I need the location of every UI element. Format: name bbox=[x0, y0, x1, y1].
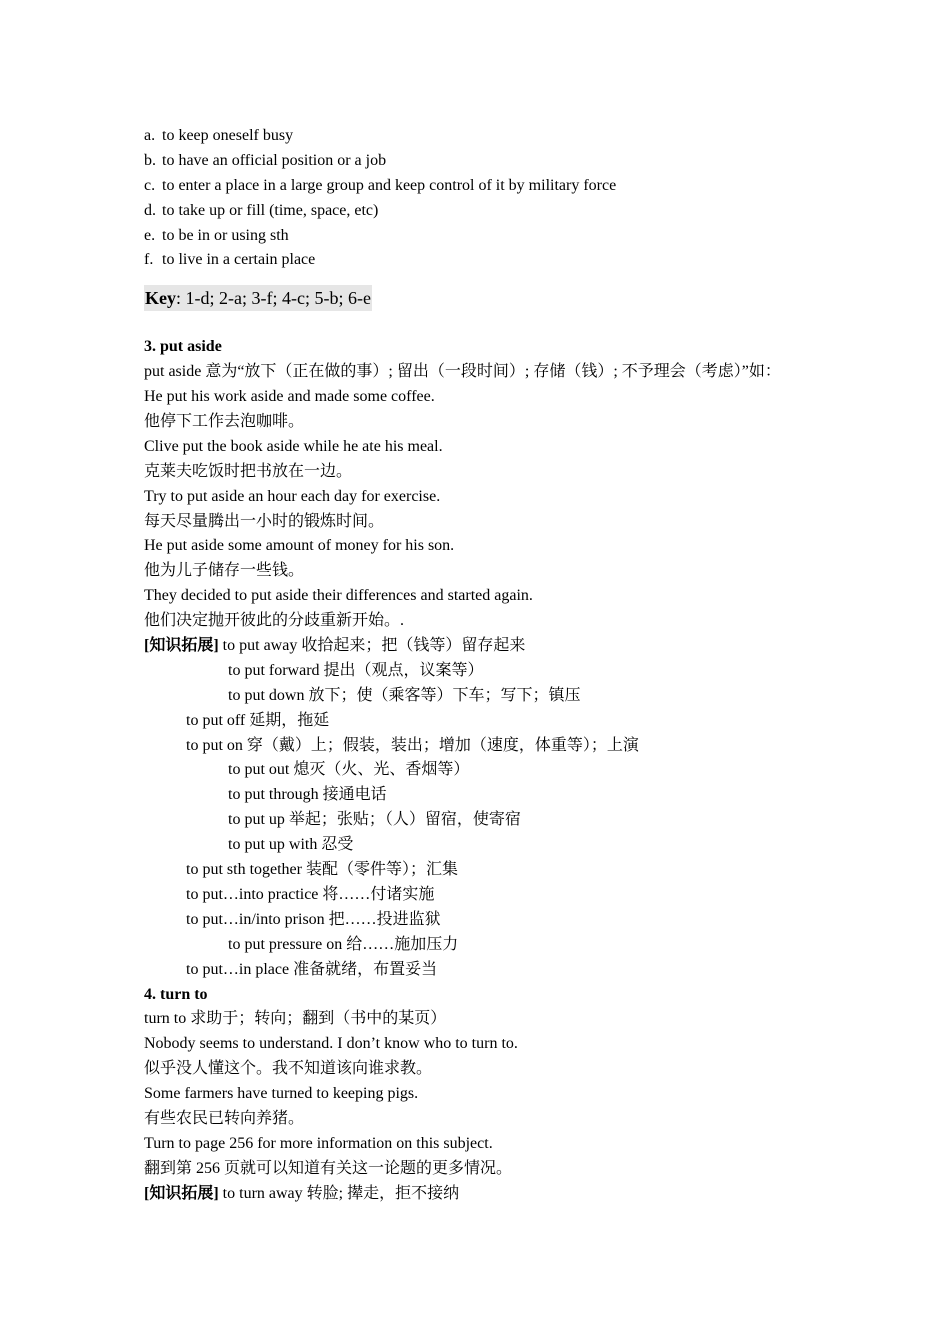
section-turn-to bbox=[144, 983, 824, 1207]
example-zh: 每天尽量腾出一小时的锻炼时间。 bbox=[144, 512, 385, 530]
definition-item bbox=[144, 224, 824, 249]
example-en: Try to put aside an hour each day for exercise. bbox=[144, 487, 441, 505]
extension-label: [知识拓展] bbox=[144, 1184, 219, 1202]
definition-mark: a. bbox=[144, 127, 156, 144]
definition-item bbox=[144, 248, 824, 273]
extension-first-line bbox=[144, 1182, 824, 1207]
extension-item: to put through 接通电话 bbox=[228, 786, 387, 804]
definition-item bbox=[144, 174, 824, 199]
extension-item: to put…into practice 将……付诸实施 bbox=[186, 885, 435, 903]
extension-item: to put pressure on 给……施加压力 bbox=[228, 935, 459, 953]
definition-text: to take up or fill (time, space, etc) bbox=[162, 201, 379, 219]
definition-text: to have an official position or a job bbox=[162, 151, 387, 169]
definition-item bbox=[144, 199, 824, 224]
definition-text: to enter a place in a large group and keep control of it by military force bbox=[162, 176, 617, 194]
answer-key-value: : 1-d; 2-a; 3-f; 4-c; 5-b; 6-e bbox=[176, 288, 371, 309]
extension-item: to put down 放下；使（乘客等）下车；写下；镇压 bbox=[228, 686, 581, 704]
definition-item bbox=[144, 124, 824, 149]
section-heading: 4. turn to bbox=[144, 985, 208, 1003]
extension-item: to put forward 提出（观点，议案等） bbox=[228, 661, 484, 679]
example-zh: 翻到第 256 页就可以知道有关这一论题的更多情况。 bbox=[144, 1159, 513, 1177]
section-intro: turn to 求助于；转向；翻到（书中的某页） bbox=[144, 1010, 447, 1028]
extension-first-line bbox=[144, 634, 824, 659]
example-zh: 克莱夫吃饭时把书放在一边。 bbox=[144, 462, 353, 480]
example-en: He put his work aside and made some coffee. bbox=[144, 388, 435, 406]
section-heading: 3. put aside bbox=[144, 338, 222, 356]
answer-key-label: Key bbox=[145, 288, 176, 309]
answer-key-highlight bbox=[144, 285, 372, 311]
example-en: He put aside some amount of money for his son. bbox=[144, 537, 455, 555]
extension-label: [知识拓展] bbox=[144, 637, 219, 655]
definition-text: to keep oneself busy bbox=[162, 127, 294, 144]
section-put-aside bbox=[144, 335, 824, 982]
example-en: Some farmers have turned to keeping pigs. bbox=[144, 1085, 419, 1103]
definition-mark: d. bbox=[144, 201, 156, 219]
extension-item: to put…in place 准备就绪，布置妥当 bbox=[186, 960, 438, 978]
example-zh: 似乎没人懂这个。我不知道该向谁求教。 bbox=[144, 1060, 433, 1078]
definition-text: to live in a certain place bbox=[162, 251, 316, 269]
example-zh: 他停下工作去泡咖啡。 bbox=[144, 413, 305, 431]
extension-item: to put on 穿（戴）上；假装，装出；增加（速度，体重等）；上演 bbox=[186, 736, 639, 754]
definition-mark: e. bbox=[144, 226, 156, 244]
extension-item: to put up with 忍受 bbox=[228, 836, 354, 854]
extension-item: to put up 举起；张贴；（人）留宿，使寄宿 bbox=[228, 811, 521, 829]
example-en: Clive put the book aside while he ate his meal. bbox=[144, 437, 443, 455]
extension-item: to put out 熄灭（火、光、香烟等） bbox=[228, 761, 470, 779]
example-zh: 他们决定抛开彼此的分歧重新开始。. bbox=[144, 612, 405, 630]
example-en: They decided to put aside their differences and started again. bbox=[144, 587, 533, 605]
definition-item bbox=[144, 149, 824, 174]
extension-item: to put sth together 装配（零件等）；汇集 bbox=[186, 861, 458, 879]
example-zh: 有些农民已转向养猪。 bbox=[144, 1109, 305, 1127]
definition-mark: b. bbox=[144, 151, 156, 169]
extension-item: to put…in/into prison 把……投进监狱 bbox=[186, 910, 441, 928]
example-en: Turn to page 256 for more information on this subject. bbox=[144, 1134, 493, 1152]
extension-text: to turn away 转脸; 撵走，拒不接纳 bbox=[218, 1184, 460, 1202]
definitions-list bbox=[144, 124, 824, 273]
document-page bbox=[144, 124, 824, 1207]
answer-key bbox=[144, 285, 824, 311]
definition-text: to be in or using sth bbox=[162, 226, 289, 244]
definition-mark: f. bbox=[144, 251, 154, 269]
extension-text: to put away 收拾起来；把（钱等）留存起来 bbox=[218, 637, 526, 655]
extension-item: to put off 延期，拖延 bbox=[186, 711, 330, 729]
example-en: Nobody seems to understand. I don’t know who to turn to. bbox=[144, 1035, 518, 1053]
example-zh: 他为儿子储存一些钱。 bbox=[144, 562, 305, 580]
definition-mark: c. bbox=[144, 176, 156, 194]
section-intro: put aside 意为“放下（正在做的事）; 留出（一段时间）; 存储（钱）; 不予理会（考虑）”如： bbox=[144, 363, 781, 381]
